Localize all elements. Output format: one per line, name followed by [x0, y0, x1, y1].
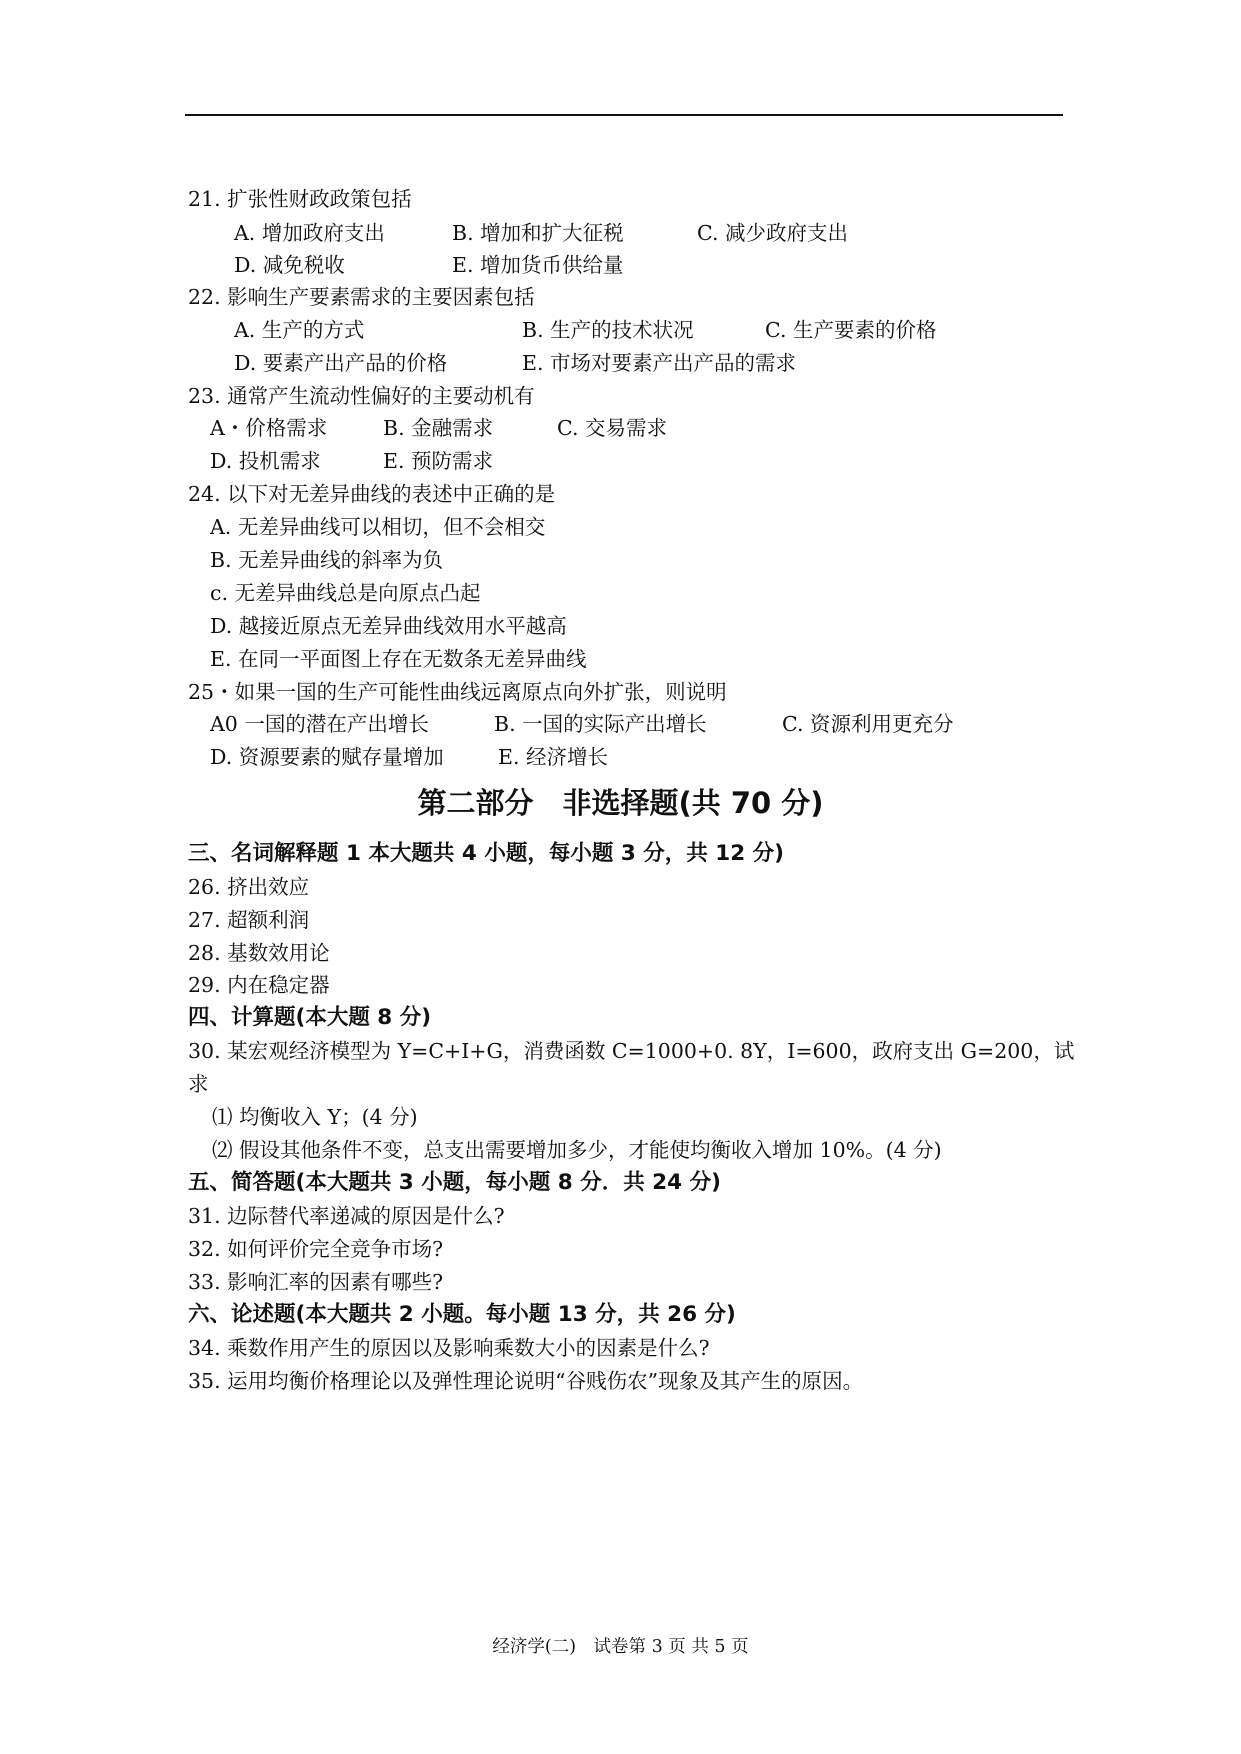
question-35: 35. 运用均衡价格理论以及弹性理论说明“谷贱伤农”现象及其产生的原因。 [188, 1369, 864, 1393]
question-22-option-b: B. 生产的技术状况 [522, 318, 694, 342]
question-25-option-e: E. 经济增长 [498, 745, 608, 769]
question-23-option-d: D. 投机需求 [210, 449, 321, 473]
section-6-heading: 六、论述题(本大题共 2 小题。每小题 13 分，共 26 分) [188, 1302, 736, 1327]
question-23-option-a: A・价格需求 [210, 416, 328, 440]
question-21-option-d: D. 减免税收 [234, 253, 345, 277]
question-22-option-d: D. 要素产出产品的价格 [234, 351, 448, 375]
question-25-stem: 25・如果一国的生产可能性曲线远离原点向外扩张，则说明 [188, 680, 727, 704]
section-3-heading: 三、名词解释题 1 本大题共 4 小题，每小题 3 分，共 12 分) [188, 841, 785, 866]
question-23-option-c: C. 交易需求 [557, 416, 667, 440]
question-24-option-a: A. 无差异曲线可以相切，但不会相交 [210, 515, 546, 539]
part-two-title: 第二部分 非选择题(共 70 分) [417, 786, 824, 820]
question-24-option-b: B. 无差异曲线的斜率为负 [210, 548, 444, 572]
question-21-option-e: E. 增加货币供给量 [452, 253, 624, 277]
question-21-option-c: C. 减少政府支出 [697, 221, 848, 245]
question-21-option-a: A. 增加政府支出 [234, 221, 385, 245]
question-30-part-1: ⑴ 均衡收入 Y；(4 分) [212, 1105, 418, 1129]
section-4-heading: 四、计算题(本大题 8 分) [188, 1005, 432, 1030]
page-footer: 经济学(二) 试卷第 3 页 共 5 页 [492, 1637, 749, 1657]
question-22-option-c: C. 生产要素的价格 [765, 318, 937, 342]
question-24-option-e: E. 在同一平面图上存在无数条无差异曲线 [210, 647, 587, 671]
question-26: 26. 挤出效应 [188, 875, 310, 899]
question-29: 29. 内在稳定器 [188, 973, 330, 997]
question-25-option-c: C. 资源利用更充分 [782, 712, 954, 736]
question-30-line-2: 求 [188, 1072, 209, 1096]
question-23-option-b: B. 金融需求 [383, 416, 494, 440]
question-28: 28. 基数效用论 [188, 941, 330, 965]
question-22-option-e: E. 市场对要素产出产品的需求 [522, 351, 796, 375]
question-31: 31. 边际替代率递减的原因是什么? [188, 1204, 505, 1228]
question-22-stem: 22. 影响生产要素需求的主要因素包括 [188, 285, 535, 309]
question-22-option-a: A. 生产的方式 [234, 318, 365, 342]
question-24-option-c: c. 无差异曲线总是向原点凸起 [210, 581, 481, 605]
question-25-option-b: B. 一国的实际产出增长 [494, 712, 707, 736]
question-25-option-d: D. 资源要素的赋存量增加 [210, 745, 444, 769]
question-21-stem: 21. 扩张性财政政策包括 [188, 187, 412, 211]
question-30-line-1: 30. 某宏观经济模型为 Y=C+I+G，消费函数 C=1000+0. 8Y，I=600，政府支出 G=200，试 [188, 1039, 1075, 1063]
question-23-stem: 23. 通常产生流动性偏好的主要动机有 [188, 384, 535, 408]
question-33: 33. 影响汇率的因素有哪些? [188, 1270, 444, 1294]
header-rule [185, 114, 1063, 116]
question-21-option-b: B. 增加和扩大征税 [452, 221, 624, 245]
question-24-stem: 24. 以下对无差异曲线的表述中正确的是 [188, 482, 556, 506]
question-23-option-e: E. 预防需求 [383, 449, 493, 473]
section-5-heading: 五、简答题(本大题共 3 小题，每小题 8 分．共 24 分) [188, 1170, 721, 1195]
question-34: 34. 乘数作用产生的原因以及影响乘数大小的因素是什么? [188, 1336, 710, 1360]
question-27: 27. 超额利润 [188, 908, 310, 932]
question-25-option-a: A0 一国的潜在产出增长 [210, 712, 429, 736]
question-30-part-2: ⑵ 假设其他条件不变，总支出需要增加多少，才能使均衡收入增加 10%。(4 分) [212, 1138, 942, 1162]
question-24-option-d: D. 越接近原点无差异曲线效用水平越高 [210, 614, 567, 638]
question-32: 32. 如何评价完全竞争市场? [188, 1237, 444, 1261]
